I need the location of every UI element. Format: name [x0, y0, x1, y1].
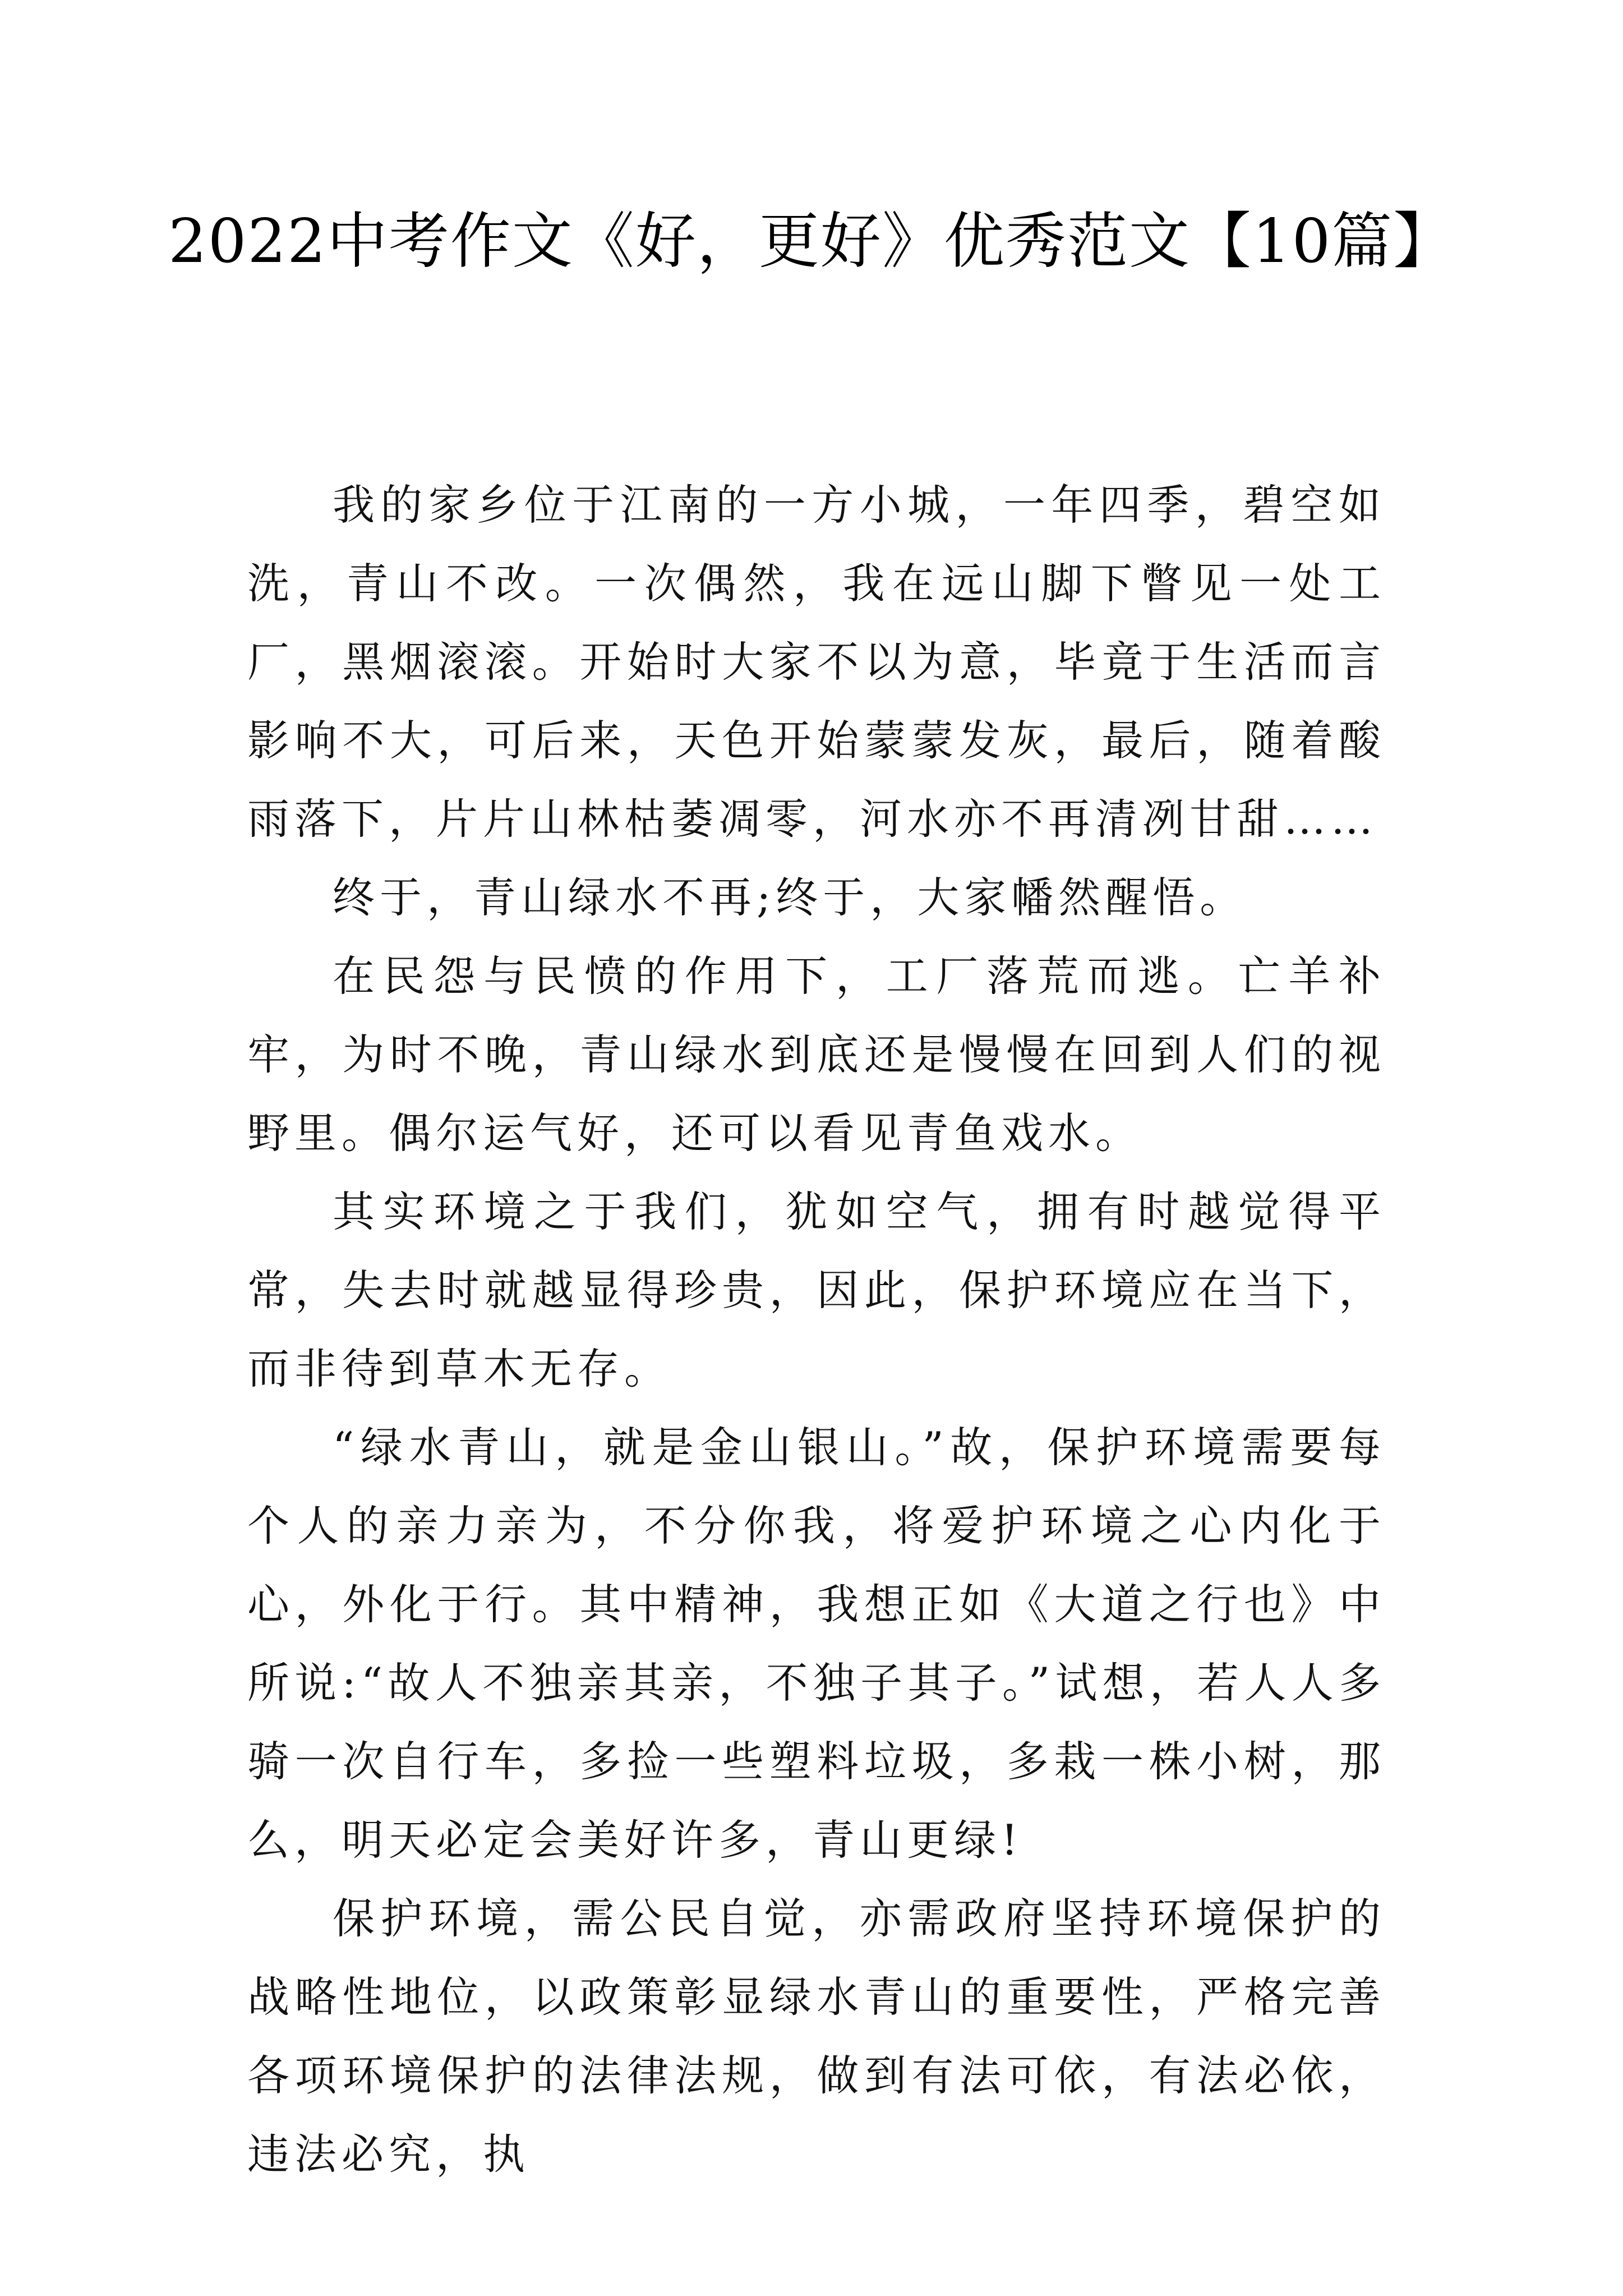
paragraph-6: 保护环境，需公民自觉，亦需政府坚持环境保护的战略性地位，以政策彰显绿水青山的重要性，严格完善各项环境保护的法律法规，做到有法可依，有法必依，违法必究，执: [247, 1894, 1386, 2179]
paragraph-3: 在民怨与民愤的作用下，工厂落荒而逃。亡羊补牢，为时不晚，青山绿水到底还是慢慢在回到人们的视野里。偶尔运气好，还可以看见青鱼戏水。: [247, 951, 1386, 1158]
paragraph-5: “绿水青山，就是金山银山。”故，保护环境需要每个人的亲力亲为，不分你我，将爱护环境之心内化于心，外化于行。其中精神，我想正如《大道之行也》中所说:“故人不独亲其亲，不独子其子。”试想，若人人多骑一次自行车，多捡一些塑料垃圾，多栽一株小树，那么，明天必定会美好许多，青山更绿!: [247, 1423, 1386, 1865]
document-title: 2022中考作文《好，更好》优秀范文【10篇】: [168, 206, 1455, 277]
document-body: [247, 466, 1386, 2193]
paragraph-2: 终于，青山绿水不再;终于，大家幡然醒悟。: [333, 873, 1247, 922]
paragraph-1: 我的家乡位于江南的一方小城，一年四季，碧空如洗，青山不改。一次偶然，我在远山脚下瞥见一处工厂，黑烟滚滚。开始时大家不以为意，毕竟于生活而言影响不大，可后来，天色开始蒙蒙发灰，最后，随着酸雨落下，片片山林枯萎凋零，河水亦不再清冽甘甜……: [247, 480, 1386, 844]
paragraph-4: 其实环境之于我们，犹如空气，拥有时越觉得平常，失去时就越显得珍贵，因此，保护环境应在当下，而非待到草木无存。: [247, 1187, 1386, 1393]
